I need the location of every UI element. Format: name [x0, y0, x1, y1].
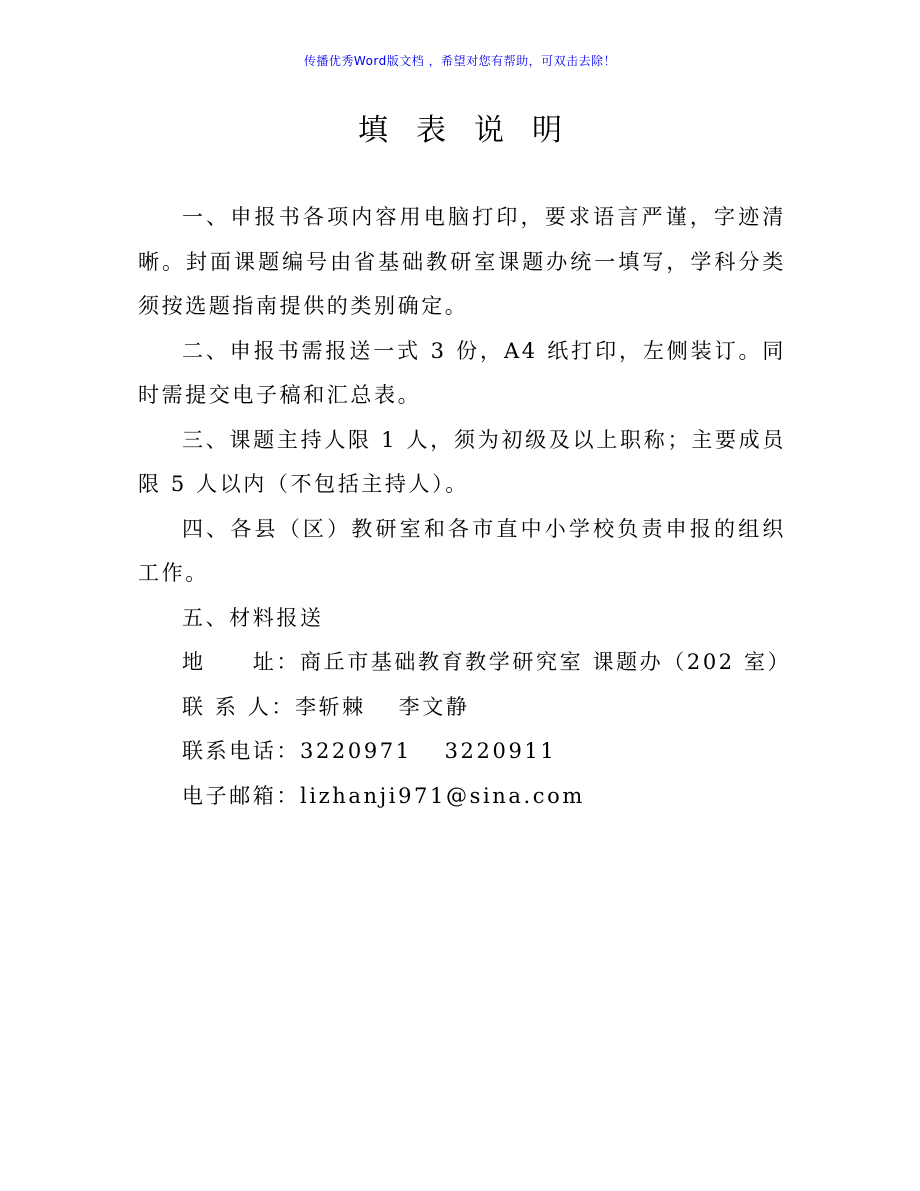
email-line: 电子邮箱：lizhanji971@sina.com: [182, 783, 585, 808]
instruction-paragraph-1: 一、申报书各项内容用电脑打印，要求语言严谨，字迹清晰。封面课题编号由省基础教研室课题办统一填写，学科分类须按选题指南提供的类别确定。: [138, 205, 786, 318]
instruction-paragraph-4: 四、各县（区）教研室和各市直中小学校负责申报的组织工作。: [138, 516, 786, 585]
materials-heading: 五、材料报送: [182, 605, 324, 630]
instruction-paragraph-2: 二、申报书需报送一式 3 份，A4 纸打印，左侧装订。同时需提交电子稿和汇总表。: [138, 338, 786, 407]
instruction-paragraph-3: 三、课题主持人限 1 人，须为初级及以上职称；主要成员限 5 人以内（不包括主持人）。: [138, 427, 786, 496]
address-line: 地 址：商丘市基础教育教学研究室 课题办（202 室）: [182, 650, 792, 674]
watermark-notice: 传播优秀Word版文档 ，希望对您有帮助，可双击去除！: [303, 54, 617, 68]
page-title: 填表说明: [358, 113, 590, 148]
document-body: [138, 195, 792, 818]
phone-line: 联系电话：3220971 3220911: [182, 739, 557, 763]
contact-line: 联 系 人：李斩棘 李文静: [182, 694, 470, 719]
